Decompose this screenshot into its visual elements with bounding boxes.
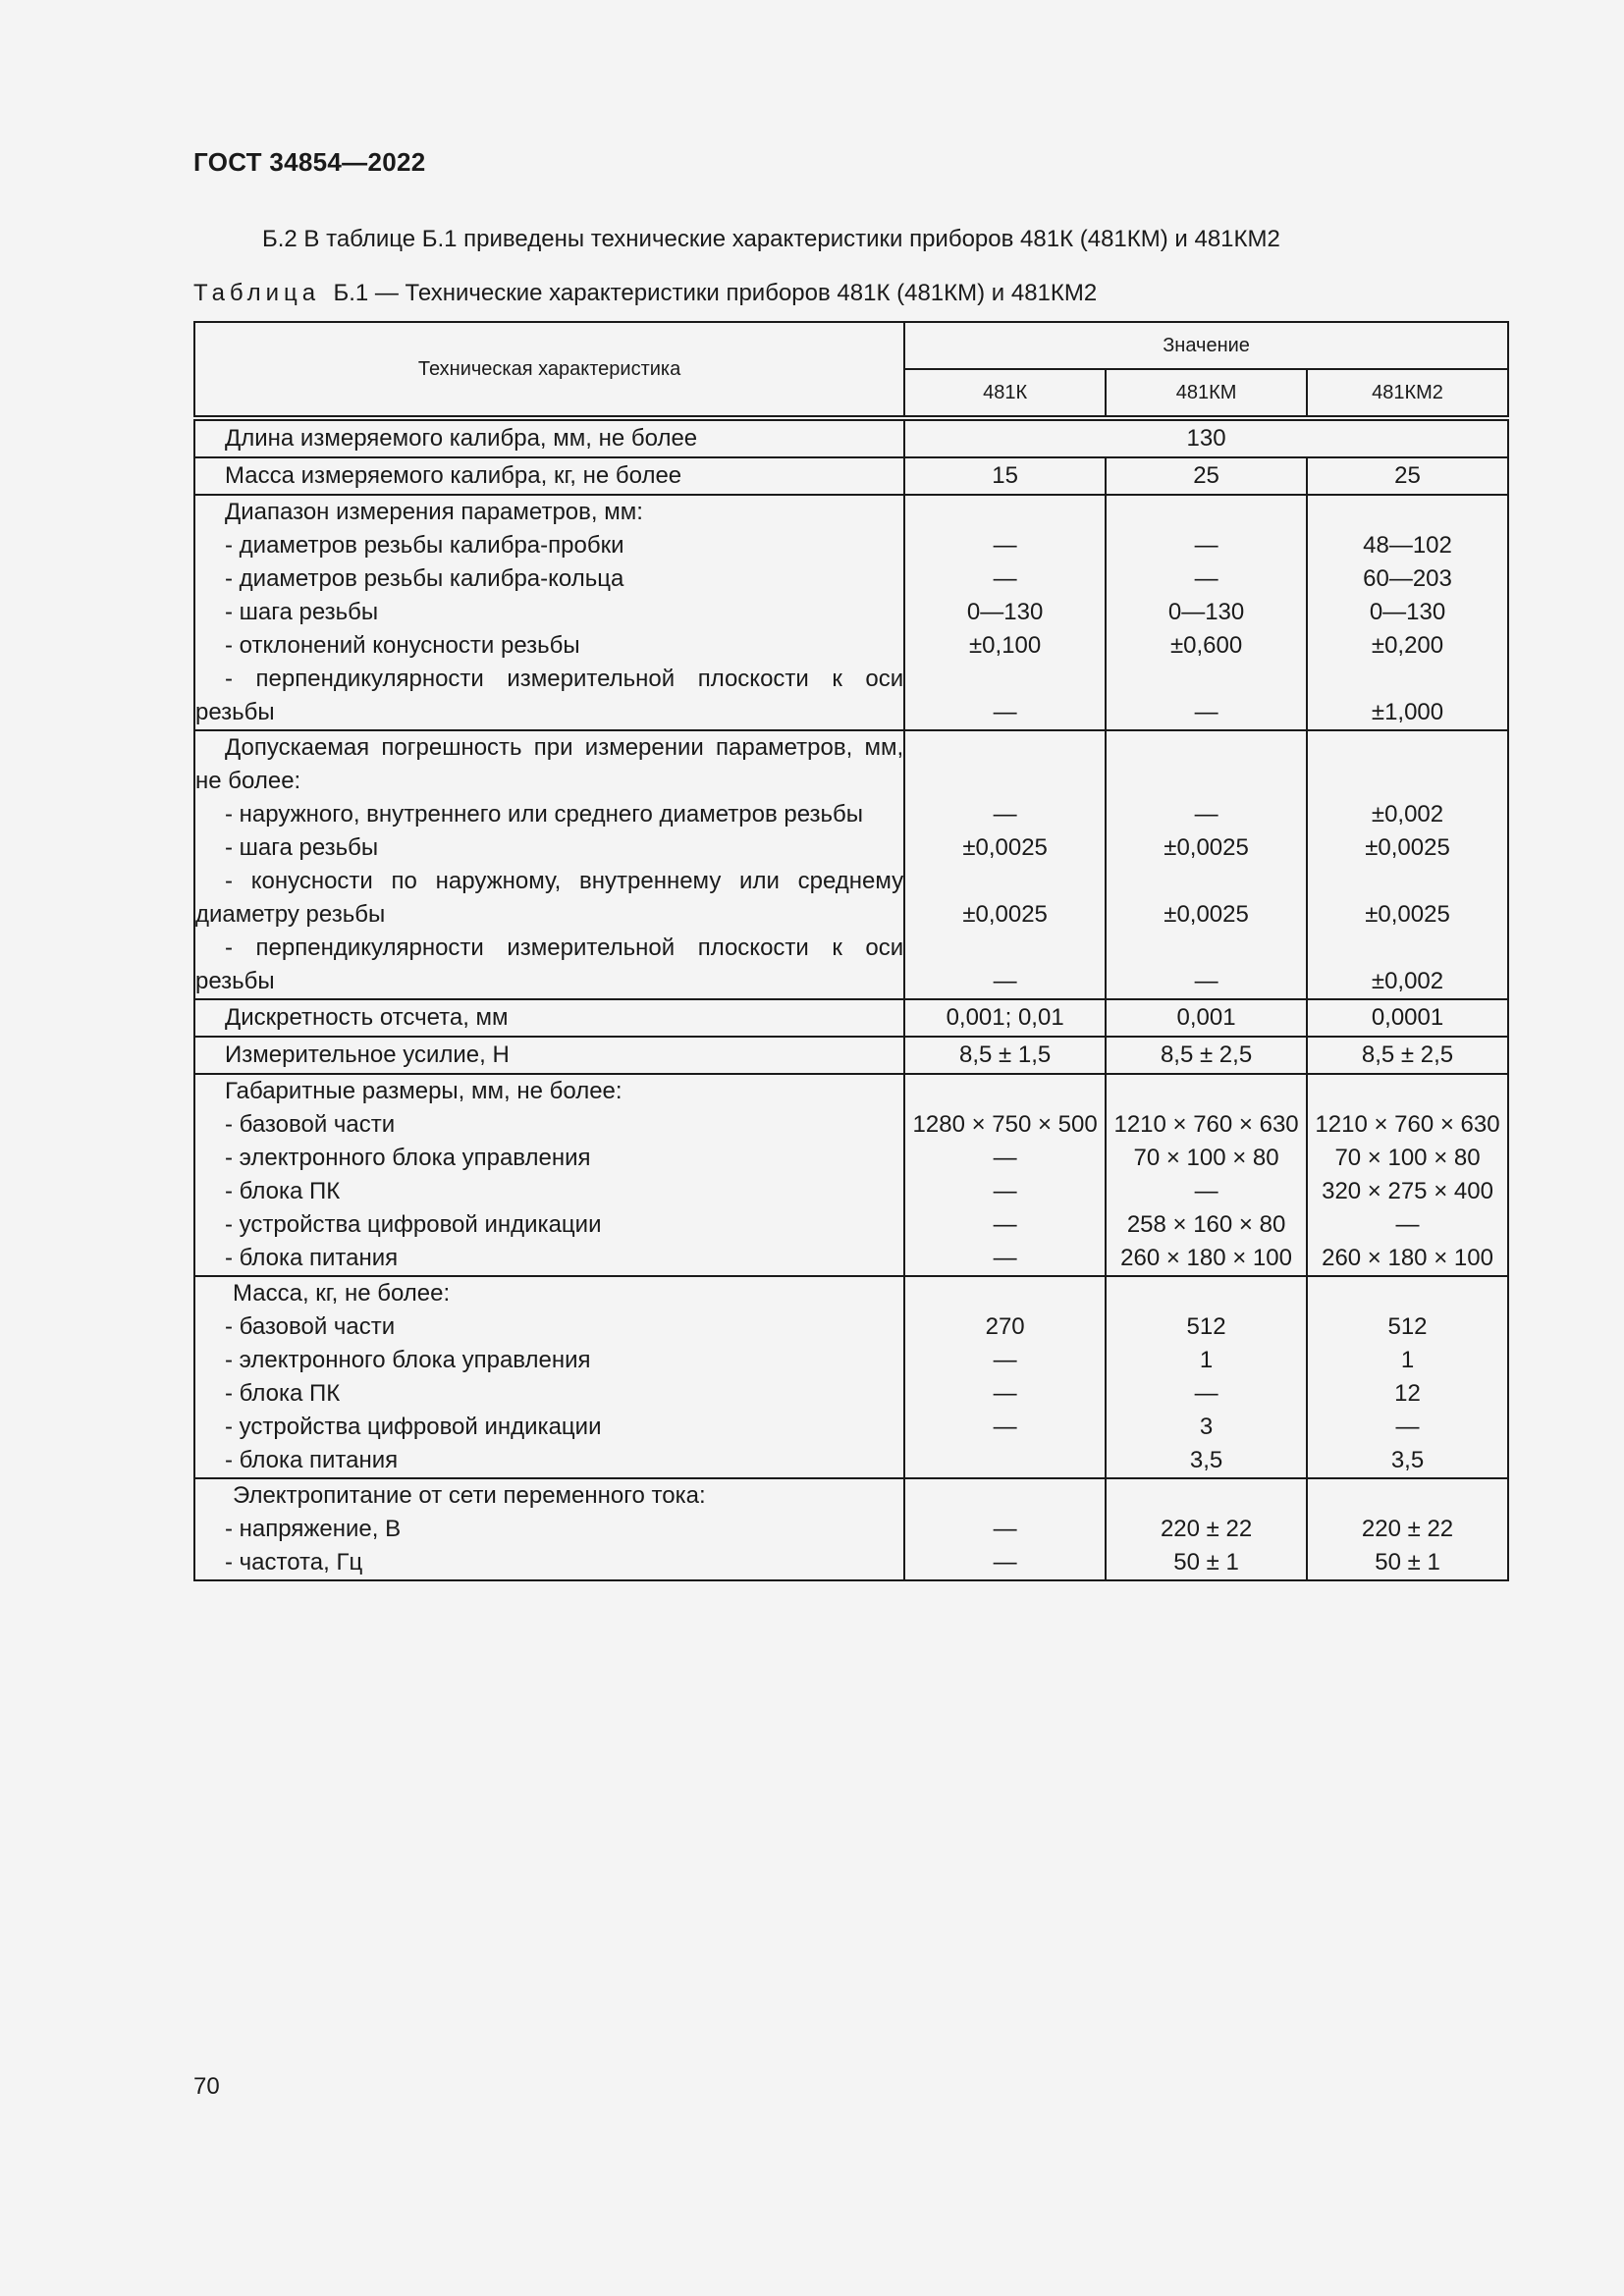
- row-value: 8,5 ± 1,5: [904, 1037, 1106, 1074]
- row-value: 0,001: [1106, 999, 1307, 1037]
- row-value: 130: [904, 418, 1508, 457]
- row-label: Масса, кг, не более: - базовой части - электронного блока управления - блока ПК - устройства цифровой индикации - блока питания: [194, 1276, 904, 1478]
- row-value: 8,5 ± 2,5: [1307, 1037, 1508, 1074]
- row-value: 8,5 ± 2,5: [1106, 1037, 1307, 1074]
- value-column: — —: [904, 1478, 1106, 1580]
- table-row: [194, 730, 1508, 999]
- value-column: 1280 × 750 × 500 — — — —: [904, 1074, 1106, 1276]
- value-column: — — 0—130 ±0,100 —: [904, 495, 1106, 730]
- page-number: 70: [193, 2073, 220, 2100]
- table-caption-text: Б.1 — Технические характеристики приборов 481К (481КМ) и 481КМ2: [333, 280, 1098, 306]
- value-column: 270 — — —: [904, 1276, 1106, 1478]
- row-label: Габаритные размеры, мм, не более: - базовой части - электронного блока управления - блока ПК - устройства цифровой индикации - блока питания: [194, 1074, 904, 1276]
- row-value: 25: [1307, 457, 1508, 495]
- header-model: 481КМ2: [1307, 369, 1508, 418]
- value-column: 220 ± 22 50 ± 1: [1307, 1478, 1508, 1580]
- row-value: 25: [1106, 457, 1307, 495]
- table-row: [194, 999, 1508, 1037]
- intro-paragraph: Б.2 В таблице Б.1 приведены технические характеристики приборов 481К (481КМ) и 481КМ2: [262, 226, 1280, 252]
- document-header: ГОСТ 34854—2022: [193, 147, 426, 177]
- value-column: — ±0,0025 ±0,0025 —: [904, 730, 1106, 999]
- value-column: 1210 × 760 × 630 70 × 100 × 80 — 258 × 160 × 80 260 × 180 × 100: [1106, 1074, 1307, 1276]
- spec-table: [193, 321, 1509, 1581]
- value-column: 512 1 12 — 3,5: [1307, 1276, 1508, 1478]
- table-row: [194, 1276, 1508, 1478]
- row-label: Электропитание от сети переменного тока: - напряжение, В - частота, Гц: [194, 1478, 904, 1580]
- row-label: Дискретность отсчета, мм: [194, 999, 904, 1037]
- row-value: 15: [904, 457, 1106, 495]
- value-column: 512 1 — 3 3,5: [1106, 1276, 1307, 1478]
- table-row: [194, 495, 1508, 730]
- header-value: Значение: [904, 322, 1508, 369]
- header-model: 481КМ: [1106, 369, 1307, 418]
- row-label: Длина измеряемого калибра, мм, не более: [194, 418, 904, 457]
- row-label: Масса измеряемого калибра, кг, не более: [194, 457, 904, 495]
- row-value: 0,0001: [1307, 999, 1508, 1037]
- value-column: 1210 × 760 × 630 70 × 100 × 80 320 × 275 × 400 — 260 × 180 × 100: [1307, 1074, 1508, 1276]
- table-row: [194, 418, 1508, 457]
- value-column: ±0,002 ±0,0025 ±0,0025 ±0,002: [1307, 730, 1508, 999]
- table-caption-label: Таблица: [193, 280, 321, 306]
- table-row: [194, 1478, 1508, 1580]
- header-characteristic: Техническая характеристика: [194, 322, 904, 418]
- table-row: [194, 1074, 1508, 1276]
- value-column: — ±0,0025 ±0,0025 —: [1106, 730, 1307, 999]
- row-label: Измерительное усилие, Н: [194, 1037, 904, 1074]
- value-column: 48—102 60—203 0—130 ±0,200 ±1,000: [1307, 495, 1508, 730]
- value-column: — — 0—130 ±0,600 —: [1106, 495, 1307, 730]
- row-label: Диапазон измерения параметров, мм: - диаметров резьбы калибра-пробки - диаметров резьбы калибра-кольца - шага резьбы - отклонений конусности резьбы - перпендикулярности измерительной плоскости к оси резьбы: [194, 495, 904, 730]
- row-label: Допускаемая погрешность при измерении параметров, мм, не более: - наружного, внутреннего или среднего диаметров резьбы - шага резьбы - конусности по наружному, внутреннему или среднему диаметру резьбы - перпендикулярности измерительной плоскости к оси резьбы: [194, 730, 904, 999]
- table-row: [194, 1037, 1508, 1074]
- value-column: 220 ± 22 50 ± 1: [1106, 1478, 1307, 1580]
- header-model: 481К: [904, 369, 1106, 418]
- table-caption: [193, 280, 1097, 307]
- row-value: 0,001; 0,01: [904, 999, 1106, 1037]
- table-row: [194, 457, 1508, 495]
